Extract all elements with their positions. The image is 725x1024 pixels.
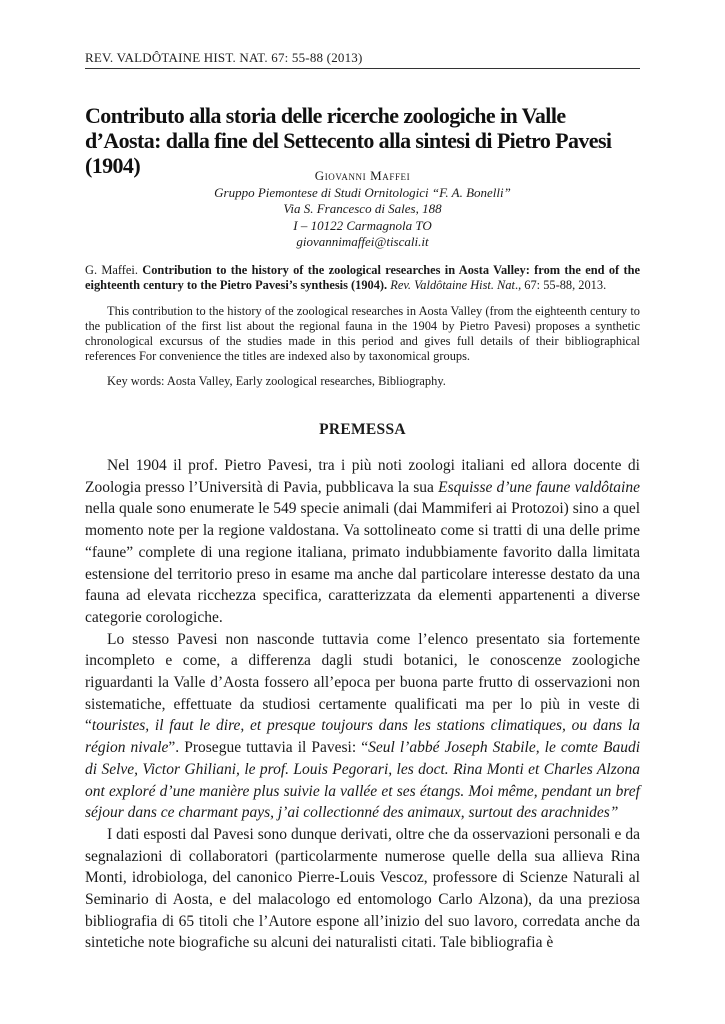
header-rule <box>85 68 640 69</box>
author-block <box>85 168 640 251</box>
article-title: Contributo alla storia delle ricerche zoologiche in Valle d’Aosta: dalla fine del Settecento alla sintesi di Pietro Pavesi (1904) <box>85 103 612 178</box>
author-email: giovannimaffei@tiscali.it <box>296 234 429 249</box>
citation-title: Contribution to the history of the zoological researches in Aosta Valley: from the end of the eighteenth century to the Pietro Pavesi’s synthesis (1904). <box>85 263 641 292</box>
paragraph-3: I dati esposti dal Pavesi sono dunque derivati, oltre che da osservazioni personali e da segnalazioni di collaboratori (particolarmente numerose quelle della sua allieva Rina Monti, idrobiologa, del canonico Pierre-Louis Vescoz, professore di Scienze Naturali al Seminario di Aosta, e del malacologo ed entomologo Carlo Alzona), da una preziosa bibliografia di 65 titoli che l’Autore espone all’inizio del suo lavoro, corredata anche da sintetiche note biografiche su alcuni dei naturalisti citati. Tale bibliografia è <box>85 825 640 952</box>
running-head: REV. VALDÔTAINE HIST. NAT. 67: 55-88 (2013) <box>85 50 363 65</box>
body-text <box>85 455 640 954</box>
keywords: Key words: Aosta Valley, Early zoological researches, Bibliography. <box>107 374 446 388</box>
postal-line: I – 10122 Carmagnola TO <box>293 217 432 233</box>
citation-journal: Rev. Valdôtaine Hist. Nat <box>390 278 515 292</box>
section-heading: PREMESSA <box>319 421 406 438</box>
citation <box>85 263 640 293</box>
paragraph-1: Nel 1904 il prof. Pietro Pavesi, tra i più noti zoologi italiani ed allora docente di Zoologia presso l’Università di Pavia, pubblicava la sua Esquisse d’une faune valdôtaine nella quale sono enumerate le 549 specie animali (dai Mammiferi ai Protozoi) sino a quel momento note per la regione valdostana. Va sottolineato come si tratti di una delle prime “faune” complete di una regione italiana, primato indubbiamente favorito dalla limitata estensione del territorio preso in esame ma anche dal particolare interesse destato da una fauna ad elevata ricchezza specifica, caratterizzata da elementi appartenenti a diverse categorie corologiche. <box>85 457 640 626</box>
affiliation-line: Gruppo Piemontese di Studi Ornitologici “F. A. Bonelli” <box>214 184 511 200</box>
paragraph-2: Lo stesso Pavesi non nasconde tuttavia come l’elenco presentato sia fortemente incompleto e come, a differenza dagli studi botanici, le conoscenze zoologiche riguardanti la Valle d’Aosta fossero all’epoca per buona parte frutto di osservazioni non sistematiche, effettuate da studiosi certamente qualificati ma per lo più in veste di “touristes, il faut le dire, et presque toujours dans les stations climatiques, ou dans la région nivale”. Prosegue tuttavia il Pavesi: “Seul l’abbé Joseph Stabile, le comte Baudi di Selve, Victor Ghiliani, le prof. Louis Pegorari, les doct. Rina Monti et Charles Alzona ont exploré d’une manière plus suivie la vallée et ses étangs. Moi même, pendant un bref séjour dans ce charmant pays, j’ai collectionné des animaux, surtout des arachnides” <box>85 630 640 822</box>
author-name: Giovanni Maffei <box>314 168 411 183</box>
citation-details: ., 67: 55-88, 2013. <box>514 278 607 292</box>
citation-author: G. Maffei. <box>85 263 143 277</box>
address-line: Via S. Francesco di Sales, 188 <box>283 201 442 216</box>
abstract: This contribution to the history of the zoological researches in Aosta Valley (from the eighteenth century to the publication of the first list about the regional fauna in the 1904 by Pietro Pavesi) proposes a synthetic chronological excursus of the studies made in this period and gives full details of their bibliographical references For convenience the titles are indexed also by taxonomical groups. <box>85 304 640 363</box>
